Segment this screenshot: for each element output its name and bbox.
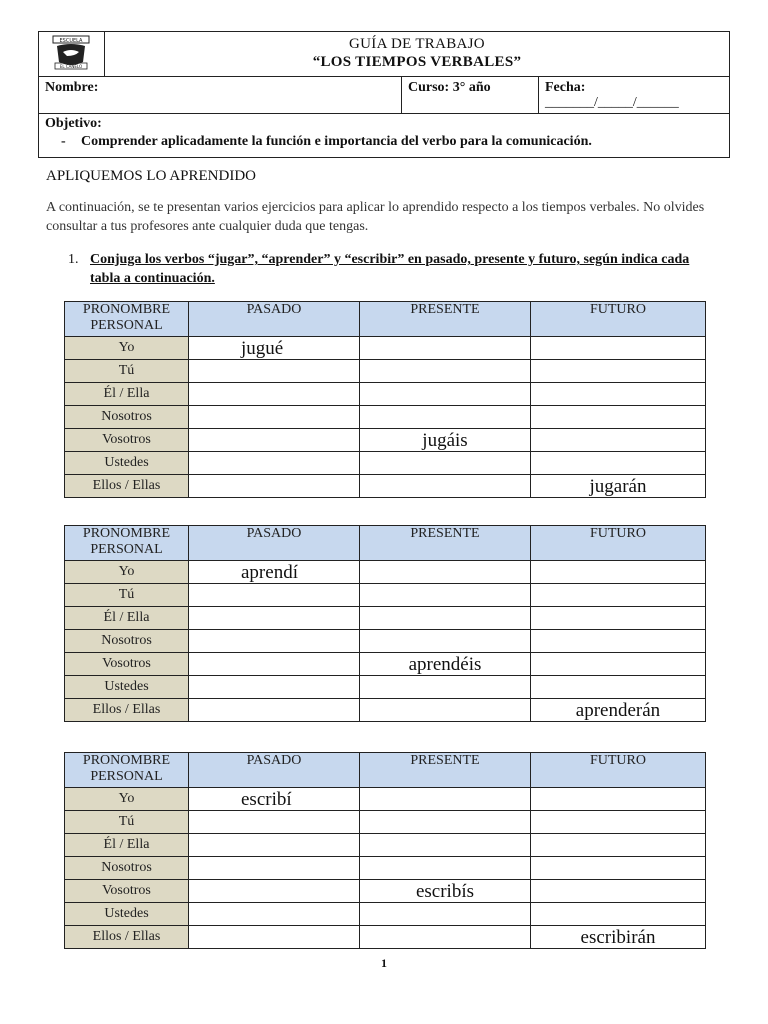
present-answer-cell[interactable] — [360, 584, 531, 607]
header-present: PRESENTE — [360, 526, 531, 561]
present-answer-cell[interactable] — [360, 383, 531, 406]
table-row — [65, 926, 706, 949]
past-answer-cell[interactable] — [189, 584, 360, 607]
course-label: Curso: 3° año — [408, 80, 491, 95]
pronoun-cell: Ustedes — [65, 452, 189, 475]
present-answer-cell[interactable] — [360, 630, 531, 653]
verb-table-aprender — [64, 525, 706, 722]
past-answer-cell[interactable] — [189, 811, 360, 834]
header-future: FUTURO — [531, 302, 706, 337]
future-answer-cell[interactable] — [531, 880, 706, 903]
past-answer-cell[interactable] — [189, 360, 360, 383]
pronoun-cell: Nosotros — [65, 406, 189, 429]
past-answer-cell[interactable] — [189, 383, 360, 406]
future-answer-cell[interactable] — [531, 834, 706, 857]
pronoun-cell: Vosotros — [65, 880, 189, 903]
intro-paragraph: A continuación, se te presentan varios ejercicios para aplicar lo aprendido respecto a los tiempos verbales. No olvides consultar a tus profesores ante cualquier duda que tengas. — [46, 200, 705, 234]
past-answer-cell[interactable] — [189, 676, 360, 699]
present-answer-cell[interactable] — [360, 903, 531, 926]
logo-text-top: ESCUELA — [59, 38, 83, 44]
pronoun-cell: Tú — [65, 360, 189, 383]
guide-subtitle: “LOS TIEMPOS VERBALES” — [312, 54, 522, 70]
table-row — [65, 452, 706, 475]
past-answer-cell[interactable] — [189, 607, 360, 630]
pronoun-cell: Nosotros — [65, 630, 189, 653]
past-answer-cell[interactable]: escribí — [189, 788, 360, 811]
present-answer-cell[interactable] — [360, 406, 531, 429]
past-answer-cell[interactable] — [189, 857, 360, 880]
pronoun-cell: Yo — [65, 788, 189, 811]
future-answer-cell[interactable] — [531, 676, 706, 699]
table-row — [65, 406, 706, 429]
future-answer-cell[interactable] — [531, 788, 706, 811]
present-answer-cell[interactable] — [360, 475, 531, 498]
past-answer-cell[interactable] — [189, 630, 360, 653]
header-past: PASADO — [189, 302, 360, 337]
past-answer-cell[interactable] — [189, 834, 360, 857]
table-row — [65, 360, 706, 383]
header-present: PRESENTE — [360, 753, 531, 788]
past-answer-cell[interactable] — [189, 880, 360, 903]
pronoun-cell: Tú — [65, 811, 189, 834]
future-answer-cell[interactable] — [531, 630, 706, 653]
instruction-text: Conjuga los verbos “jugar”, “aprender” y “escribir” en pasado, presente y futuro, según indica cada tabla a continuación. — [90, 252, 690, 286]
pronoun-cell: Vosotros — [65, 429, 189, 452]
future-answer-cell[interactable] — [531, 653, 706, 676]
future-answer-cell[interactable] — [531, 811, 706, 834]
pronoun-cell: Tú — [65, 584, 189, 607]
future-answer-cell[interactable] — [531, 607, 706, 630]
future-answer-cell[interactable] — [531, 903, 706, 926]
instruction-number: 1. — [68, 252, 79, 267]
table-row — [65, 811, 706, 834]
table-row — [65, 834, 706, 857]
header-past: PASADO — [189, 753, 360, 788]
present-answer-cell[interactable] — [360, 452, 531, 475]
table-header-row — [65, 753, 706, 788]
future-answer-cell[interactable] — [531, 429, 706, 452]
objective-text: Comprender aplicadamente la función e importancia del verbo para la comunicación. — [81, 134, 592, 149]
header-pronoun: PRONOMBRE PERSONAL — [65, 526, 189, 561]
table-row — [65, 699, 706, 722]
objective-bullet: - — [61, 134, 66, 149]
future-answer-cell[interactable] — [531, 584, 706, 607]
table-header-row — [65, 526, 706, 561]
past-answer-cell[interactable] — [189, 926, 360, 949]
present-answer-cell[interactable] — [360, 811, 531, 834]
pronoun-cell: Él / Ella — [65, 383, 189, 406]
past-answer-cell[interactable] — [189, 429, 360, 452]
past-answer-cell[interactable] — [189, 406, 360, 429]
present-answer-cell[interactable] — [360, 857, 531, 880]
present-answer-cell[interactable] — [360, 337, 531, 360]
past-answer-cell[interactable] — [189, 452, 360, 475]
present-answer-cell[interactable] — [360, 788, 531, 811]
present-answer-cell[interactable] — [360, 561, 531, 584]
table-row — [65, 337, 706, 360]
school-logo-cell — [39, 32, 105, 76]
future-answer-cell[interactable] — [531, 561, 706, 584]
table-row — [65, 630, 706, 653]
table-row — [65, 857, 706, 880]
header-future: FUTURO — [531, 753, 706, 788]
present-answer-cell[interactable] — [360, 676, 531, 699]
table-row — [65, 584, 706, 607]
table-row — [65, 653, 706, 676]
future-answer-cell[interactable] — [531, 360, 706, 383]
future-answer-cell[interactable] — [531, 383, 706, 406]
present-answer-cell[interactable]: jugáis — [360, 429, 531, 452]
info-row — [39, 76, 729, 114]
header-pronoun: PRONOMBRE PERSONAL — [65, 302, 189, 337]
past-answer-cell[interactable]: aprendí — [189, 561, 360, 584]
present-answer-cell[interactable] — [360, 926, 531, 949]
future-answer-cell[interactable]: jugarán — [531, 475, 706, 498]
present-answer-cell[interactable] — [360, 607, 531, 630]
header-present: PRESENTE — [360, 302, 531, 337]
future-answer-cell[interactable] — [531, 406, 706, 429]
guide-title: GUÍA DE TRABAJO — [349, 36, 485, 52]
pronoun-cell: Yo — [65, 561, 189, 584]
past-answer-cell[interactable]: jugué — [189, 337, 360, 360]
present-answer-cell[interactable]: escribís — [360, 880, 531, 903]
title-cell — [105, 32, 729, 76]
table-row — [65, 607, 706, 630]
table-row — [65, 429, 706, 452]
future-answer-cell[interactable]: escribirán — [531, 926, 706, 949]
table-row — [65, 903, 706, 926]
table-row — [65, 676, 706, 699]
header-future: FUTURO — [531, 526, 706, 561]
present-answer-cell[interactable] — [360, 360, 531, 383]
pronoun-cell: Ellos / Ellas — [65, 699, 189, 722]
table-row — [65, 561, 706, 584]
header-past: PASADO — [189, 526, 360, 561]
school-logo — [39, 32, 103, 74]
future-answer-cell[interactable] — [531, 452, 706, 475]
past-answer-cell[interactable] — [189, 653, 360, 676]
table-row — [65, 475, 706, 498]
date-blank: _______/_____/______ — [545, 95, 679, 110]
objective-row — [39, 113, 729, 159]
logo-text-bottom: EL CANELO — [59, 64, 83, 69]
past-answer-cell[interactable] — [189, 475, 360, 498]
present-answer-cell[interactable] — [360, 834, 531, 857]
name-label: Nombre: — [45, 80, 99, 95]
verb-table-jugar — [64, 301, 706, 498]
future-answer-cell[interactable] — [531, 857, 706, 880]
page-number: 1 — [381, 956, 387, 970]
past-answer-cell[interactable] — [189, 903, 360, 926]
worksheet-header — [38, 31, 730, 158]
pronoun-cell: Nosotros — [65, 857, 189, 880]
present-answer-cell[interactable] — [360, 699, 531, 722]
section-heading: APLIQUEMOS LO APRENDIDO — [46, 168, 257, 184]
future-answer-cell[interactable]: aprenderán — [531, 699, 706, 722]
table-row — [65, 788, 706, 811]
table-row — [65, 383, 706, 406]
header-pronoun: PRONOMBRE PERSONAL — [65, 753, 189, 788]
pronoun-cell: Él / Ella — [65, 607, 189, 630]
future-answer-cell[interactable] — [531, 337, 706, 360]
pronoun-cell: Ustedes — [65, 903, 189, 926]
pronoun-cell: Vosotros — [65, 653, 189, 676]
verb-table-escribir — [64, 752, 706, 949]
pronoun-cell: Yo — [65, 337, 189, 360]
objective-label: Objetivo: — [45, 116, 102, 131]
date-label: Fecha: — [545, 80, 586, 95]
past-answer-cell[interactable] — [189, 699, 360, 722]
pronoun-cell: Ustedes — [65, 676, 189, 699]
pronoun-cell: Ellos / Ellas — [65, 926, 189, 949]
table-header-row — [65, 302, 706, 337]
pronoun-cell: Él / Ella — [65, 834, 189, 857]
present-answer-cell[interactable]: aprendéis — [360, 653, 531, 676]
table-row — [65, 880, 706, 903]
pronoun-cell: Ellos / Ellas — [65, 475, 189, 498]
